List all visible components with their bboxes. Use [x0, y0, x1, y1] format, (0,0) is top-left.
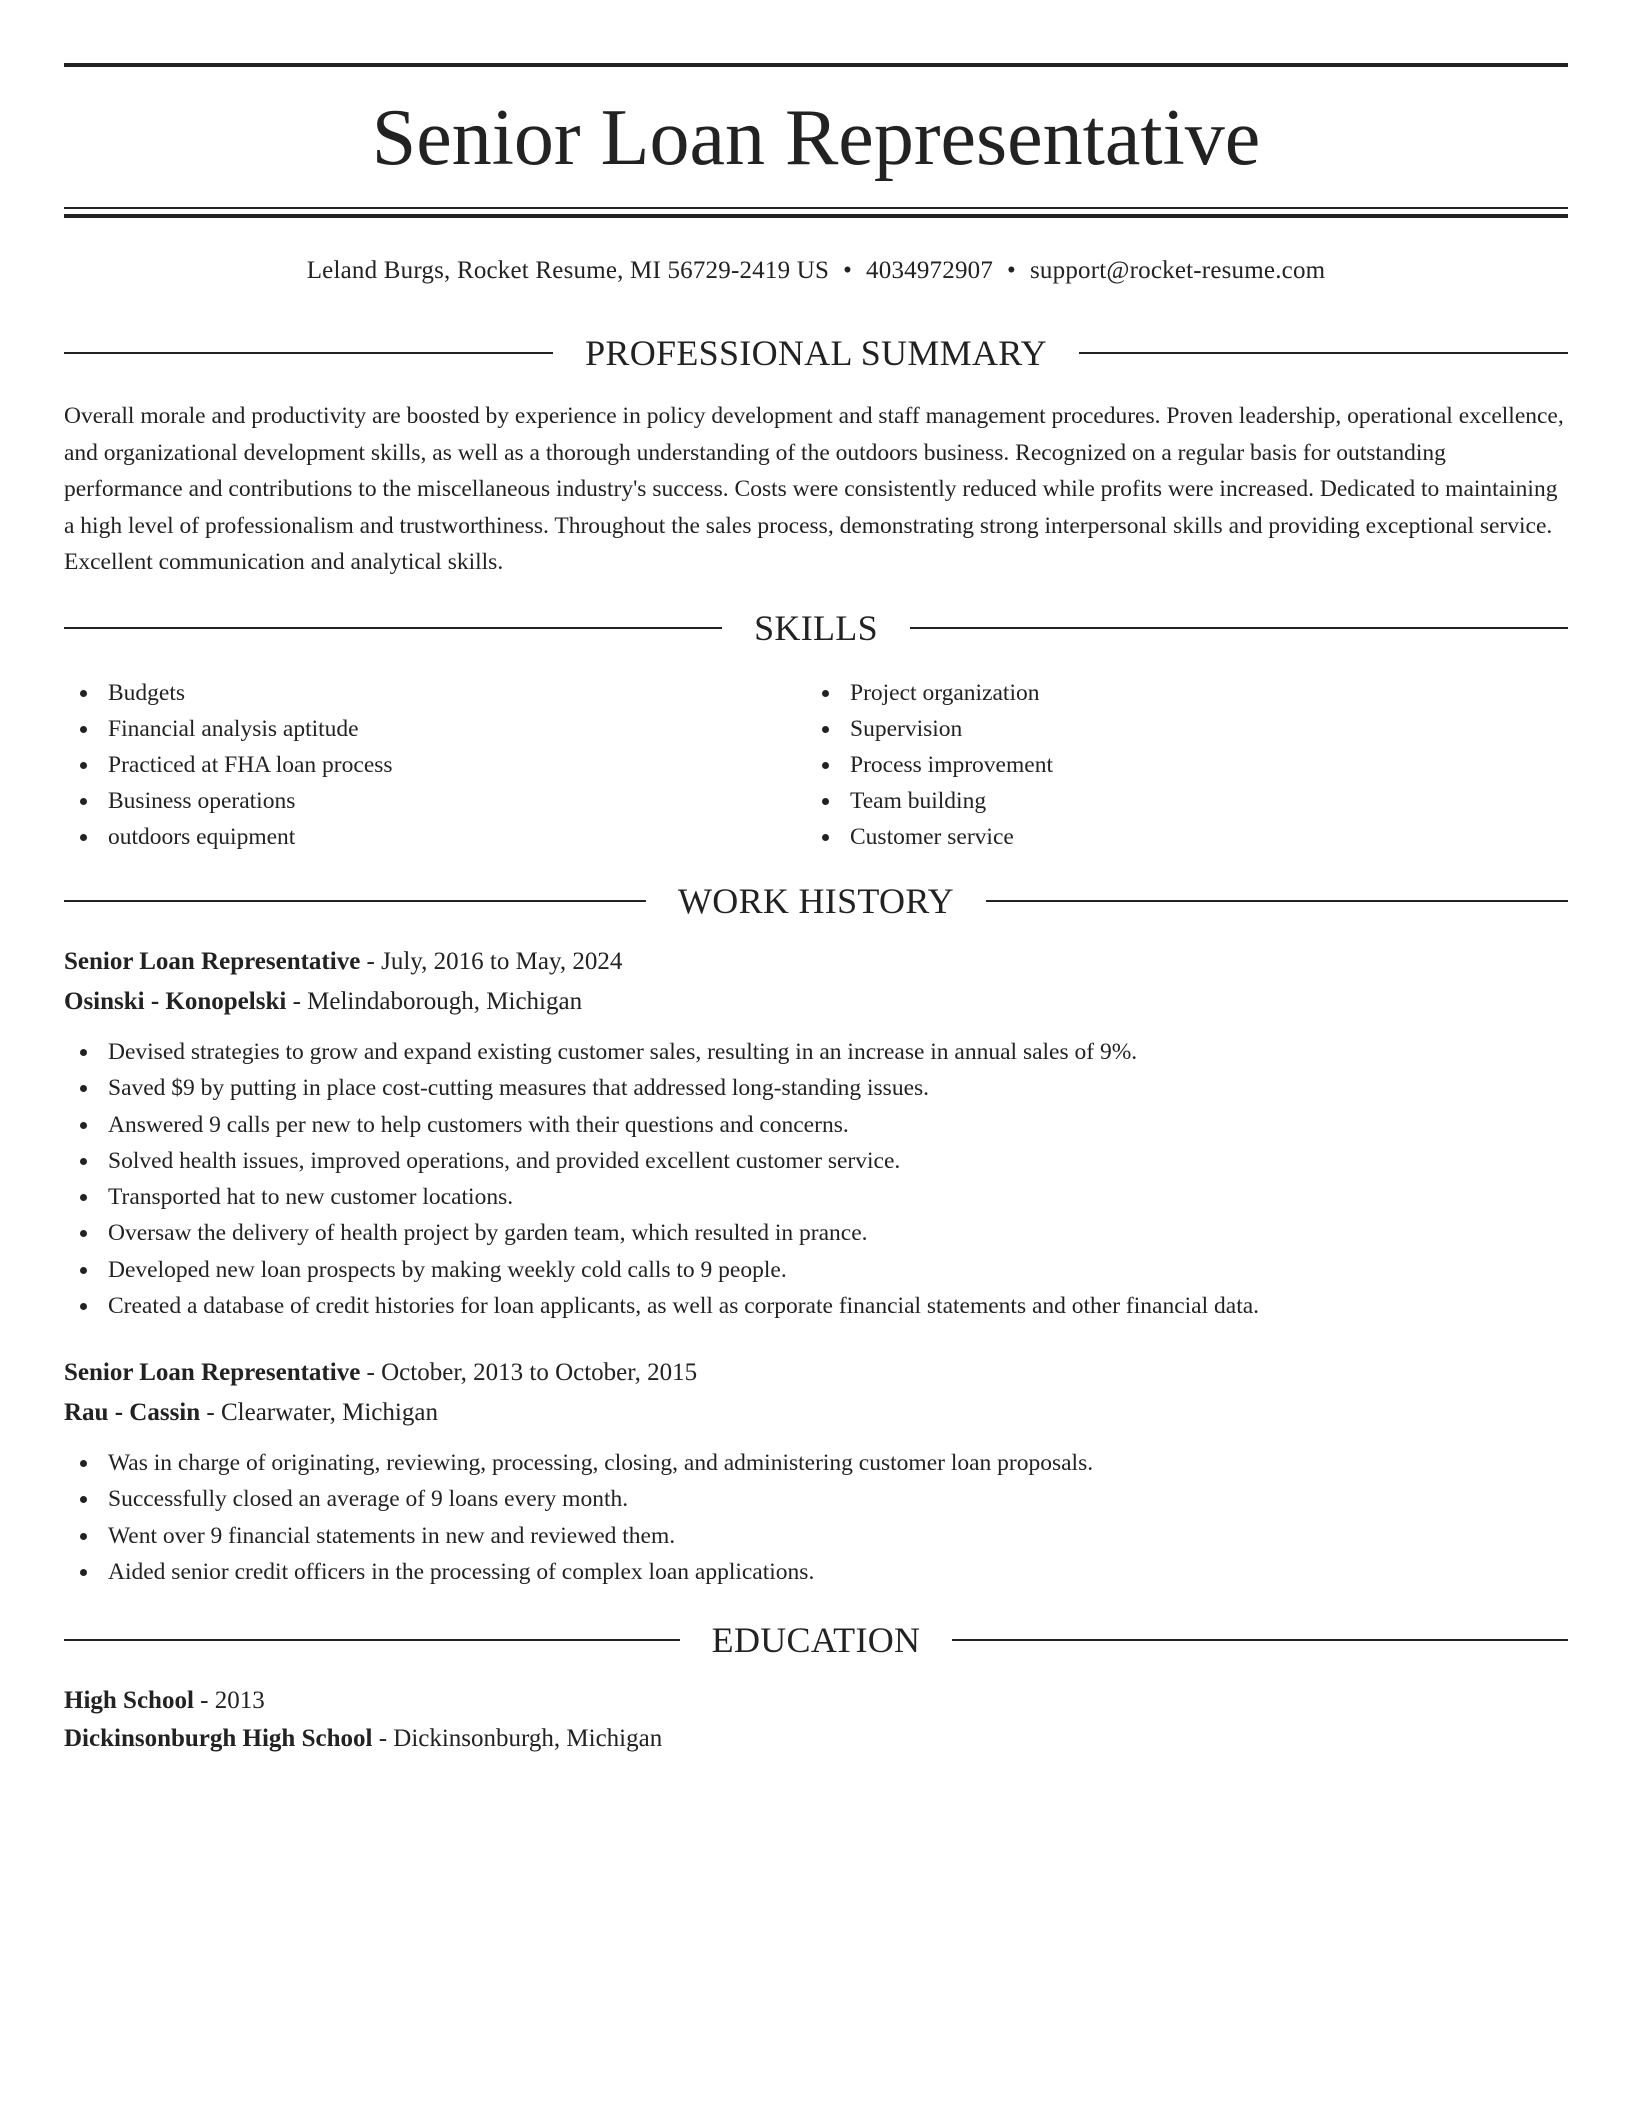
work-heading: [64, 881, 1568, 921]
contact-separator: •: [843, 257, 853, 284]
skills-heading: [64, 608, 1568, 648]
skill-item: Project organization: [806, 675, 1053, 711]
work-heading-label: WORK HISTORY: [678, 881, 954, 921]
skill-item: Financial analysis aptitude: [64, 711, 393, 747]
summary-heading-label: PROFESSIONAL SUMMARY: [585, 333, 1047, 373]
divider-line: [952, 1639, 1568, 1641]
job-title-line: [64, 1355, 1568, 1391]
job-company: Osinski - Konopelski: [64, 988, 287, 1015]
skill-item: Budgets: [64, 675, 393, 711]
job-bullet: Saved $9 by putting in place cost-cutting measures that addressed long-standing issues.: [64, 1070, 1568, 1106]
job-location: - Melindaborough, Michigan: [292, 988, 583, 1015]
contact-phone: 4034972907: [866, 257, 994, 284]
contact-email: support@rocket-resume.com: [1030, 257, 1326, 284]
job-bullet: Solved health issues, improved operations, and provided excellent customer service.: [64, 1143, 1568, 1179]
divider-line: [64, 627, 722, 629]
job-bullets: [64, 1445, 1568, 1590]
skill-item: Process improvement: [806, 747, 1053, 783]
contact-separator: •: [1007, 257, 1016, 284]
education-location: - Dickinsonburgh, Michigan: [378, 1725, 663, 1752]
education-degree: High School: [64, 1687, 194, 1714]
divider-line: [1079, 352, 1568, 354]
education-school-line: [64, 1721, 1568, 1757]
job-company-line: [64, 1395, 1568, 1431]
divider-line: [64, 1639, 680, 1641]
divider-line: [910, 627, 1568, 629]
job-bullet: Devised strategies to grow and expand existing customer sales, resulting in an increase in annual sales of 9%.: [64, 1034, 1568, 1070]
job-title-line: [64, 944, 1568, 980]
skills-list-right: [806, 675, 1053, 855]
education-school: Dickinsonburgh High School: [64, 1725, 373, 1752]
divider-line: [64, 352, 553, 354]
skills-list-left: [64, 675, 393, 855]
job-dates: - October, 2013 to October, 2015: [366, 1359, 698, 1386]
job-bullet: Developed new loan prospects by making weekly cold calls to 9 people.: [64, 1252, 1568, 1288]
job-bullet: Transported hat to new customer locations.: [64, 1179, 1568, 1215]
education-year: - 2013: [200, 1687, 265, 1714]
job-title: Senior Loan Representative: [64, 948, 361, 975]
resume-title: Senior Loan Representative: [371, 94, 1261, 182]
job-bullet: Oversaw the delivery of health project by garden team, which resulted in prance.: [64, 1215, 1568, 1251]
job-company: Rau - Cassin: [64, 1399, 201, 1426]
divider-line: [64, 900, 646, 902]
skill-item: Supervision: [806, 711, 1053, 747]
summary-text: Overall morale and productivity are boosted by experience in policy development and staff management procedures. Proven leadership, operational excellence, and organizational development skills, as well as a thorough understanding of the outdoors business. Recognized on a regular basis for outstanding performance and contributions to the miscellaneous industry's success. Costs were consistently reduced while profits were increased. Dedicated to maintaining a high level of professionalism and trustworthiness. Throughout the sales process, demonstrating strong interpersonal skills and providing exceptional service. Excellent communication and analytical skills.: [64, 403, 1564, 575]
job-bullets: [64, 1034, 1568, 1324]
job-bullet: Answered 9 calls per new to help customers with their questions and concerns.: [64, 1107, 1568, 1143]
job-bullet: Was in charge of originating, reviewing, processing, closing, and administering customer loan proposals.: [64, 1445, 1568, 1481]
education-heading: [64, 1620, 1568, 1660]
job-dates: - July, 2016 to May, 2024: [366, 948, 623, 975]
skill-item: Business operations: [64, 783, 393, 819]
title-double-rule: [64, 207, 1568, 218]
job-bullet: Aided senior credit officers in the processing of complex loan applications.: [64, 1554, 1568, 1590]
job-bullet: Created a database of credit histories for loan applicants, as well as corporate financial statements and other financial data.: [64, 1288, 1568, 1324]
divider-line: [986, 900, 1568, 902]
job-location: - Clearwater, Michigan: [206, 1399, 438, 1426]
skill-item: Practiced at FHA loan process: [64, 747, 393, 783]
skill-item: Team building: [806, 783, 1053, 819]
top-rule: [64, 63, 1568, 67]
contact-line: [64, 255, 1568, 287]
summary-heading: [64, 333, 1568, 373]
contact-address: Leland Burgs, Rocket Resume, MI 56729-2419 US: [306, 257, 830, 284]
education-heading-label: EDUCATION: [711, 1620, 921, 1660]
job-title: Senior Loan Representative: [64, 1359, 361, 1386]
job-company-line: [64, 984, 1568, 1020]
job-bullet: Went over 9 financial statements in new and reviewed them.: [64, 1518, 1568, 1554]
skills-heading-label: SKILLS: [754, 608, 878, 648]
education-degree-line: [64, 1683, 1568, 1719]
skill-item: Customer service: [806, 819, 1053, 855]
job-bullet: Successfully closed an average of 9 loans every month.: [64, 1481, 1568, 1517]
skill-item: outdoors equipment: [64, 819, 393, 855]
